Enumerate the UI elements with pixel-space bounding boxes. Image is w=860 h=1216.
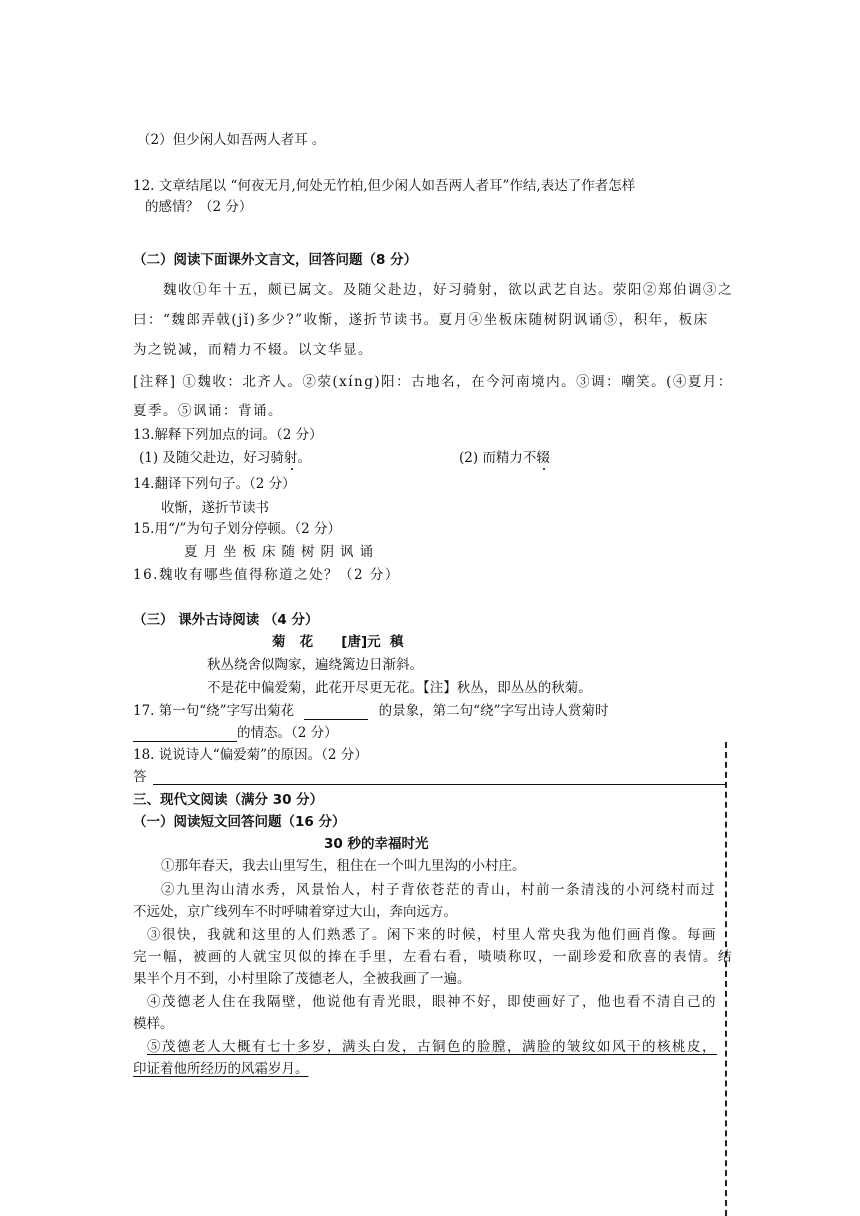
q17-answer-blank-2[interactable] bbox=[133, 727, 237, 742]
q13-2-text: (2) 而精力不 bbox=[459, 450, 537, 466]
q17-text-a: 17. 第一句“绕”字写出菊花 bbox=[133, 703, 295, 719]
article-para-5b: 印证着他所经历的风霜岁月。 bbox=[133, 1061, 309, 1077]
q17-text-c: 的情态。（2 分） bbox=[237, 725, 338, 741]
q17-text-b: 的景象，第二句“绕”字写出诗人赏菊时 bbox=[378, 703, 609, 719]
q13-1-text: (1) 及随父赴边，好习骑 bbox=[139, 450, 284, 466]
question-18-answer-label: 答 bbox=[133, 769, 147, 785]
article-para-4a: ④茂德老人住在我隔壁，他说他有青光眼，眼神不好，即使画好了，他也看不清自己的 bbox=[147, 994, 717, 1010]
article-para-2a: ②九里沟山清水秀，风景怡人，村子背依苍茫的青山，村前一条清浅的小河绕村而过 bbox=[161, 882, 716, 898]
question-12-line1: 12. 文章结尾以 “何夜无月,何处无竹柏,但少闲人如吾两人者耳”作结,表达了作者怎样 bbox=[133, 178, 636, 194]
article-title: 30 秒的幸福时光 bbox=[324, 836, 429, 852]
annotation-line-1: [注释] ①魏收：北齐人。②荥(xíng)阳：古地名，在今河南境内。③调：嘲笑。(④夏月： bbox=[133, 374, 733, 390]
question-13: 13.解释下列加点的词。（2 分） bbox=[133, 427, 323, 443]
part-3-heading: 三、现代文阅读（满分 30 分） bbox=[133, 792, 324, 808]
passage-line-1: 魏收①年十五，颇已属文。及随父赴边，好习骑射，欲以武艺自达。荥阳②郑伯调③之 bbox=[163, 282, 733, 298]
question-17-line2 bbox=[133, 724, 338, 742]
article-para-2b: 不远处，京广线列车不时呼啸着穿过大山，奔向远方。 bbox=[133, 904, 457, 920]
question-18-answer-line[interactable] bbox=[153, 784, 725, 785]
q17-answer-blank-1[interactable] bbox=[304, 705, 368, 720]
article-para-3c: 果半个月不到，小村里除了茂德老人，全被我画了一遍。 bbox=[133, 971, 471, 987]
section-3-heading: （三） 课外古诗阅读 （4 分） bbox=[133, 612, 319, 628]
article-para-3b: 完一幅，被画的人就宝贝似的捧在手里，左看右看，啧啧称叹，一副珍爱和欣喜的表情。结 bbox=[133, 949, 733, 965]
poem-line-1: 秋丛绕舍似陶家，遍绕篱边日渐斜。 bbox=[207, 657, 423, 673]
poem-line-2: 不是花中偏爱菊，此花开尽更无花。【注】秋丛，即丛丛的秋菊。 bbox=[207, 680, 592, 696]
q13-2-dotted-char: 辍 bbox=[536, 450, 550, 466]
question-11-2: （2）但少闲人如吾两人者耳 。 bbox=[137, 132, 326, 148]
article-para-3a: ③很快，我就和这里的人们熟悉了。闲下来的时候，村里人常央我为他们画肖像。每画 bbox=[147, 927, 717, 943]
question-14-sentence: 收惭，遂折节读书 bbox=[161, 500, 269, 516]
section-2-heading: （二）阅读下面课外文言文，回答问题（8 分） bbox=[133, 252, 418, 268]
question-14: 14.翻译下列句子。（2 分） bbox=[133, 476, 296, 492]
passage-line-3: 为之锐减，而精力不辍。以文华显。 bbox=[133, 342, 373, 358]
question-15: 15.用“/”为句子划分停顿。（2 分） bbox=[133, 521, 341, 537]
question-15-sentence: 夏月坐板床随树阴讽诵 bbox=[184, 544, 379, 560]
question-16: 16.魏收有哪些值得称道之处？（2 分） bbox=[133, 567, 400, 583]
poem-title: 菊 花 [唐]元 稹 bbox=[272, 634, 404, 650]
article-para-4b: 模样。 bbox=[133, 1016, 174, 1032]
question-17-line1 bbox=[133, 702, 608, 720]
annotation-line-2: 夏季。⑤讽诵：背诵。 bbox=[133, 403, 283, 419]
binding-dashed-line bbox=[725, 742, 727, 1216]
article-para-5a: ⑤茂德老人大概有七十多岁，满头白发，古铜色的脸膛，满脸的皱纹如风干的核桃皮， bbox=[147, 1039, 717, 1055]
article-para-1: ①那年春天，我去山里写生，租住在一个叫九里沟的小村庄。 bbox=[161, 858, 526, 874]
part-3-subheading: （一）阅读短文回答问题（16 分） bbox=[133, 814, 346, 830]
q13-1-dotted-char: 射 bbox=[283, 450, 298, 466]
q13-1-end: 。 bbox=[297, 450, 311, 466]
question-18: 18. 说说诗人“偏爱菊”的原因。（2 分） bbox=[133, 747, 368, 763]
question-12-line2: 的感情？（2 分） bbox=[145, 199, 253, 215]
question-13-2 bbox=[459, 449, 550, 467]
passage-line-2: 曰：“魏郎弄戟(jǐ)多少?”收惭，遂折节读书。夏月④坐板床随树阴讽诵⑤，积年，板床 bbox=[133, 312, 709, 328]
question-13-1 bbox=[139, 449, 311, 467]
